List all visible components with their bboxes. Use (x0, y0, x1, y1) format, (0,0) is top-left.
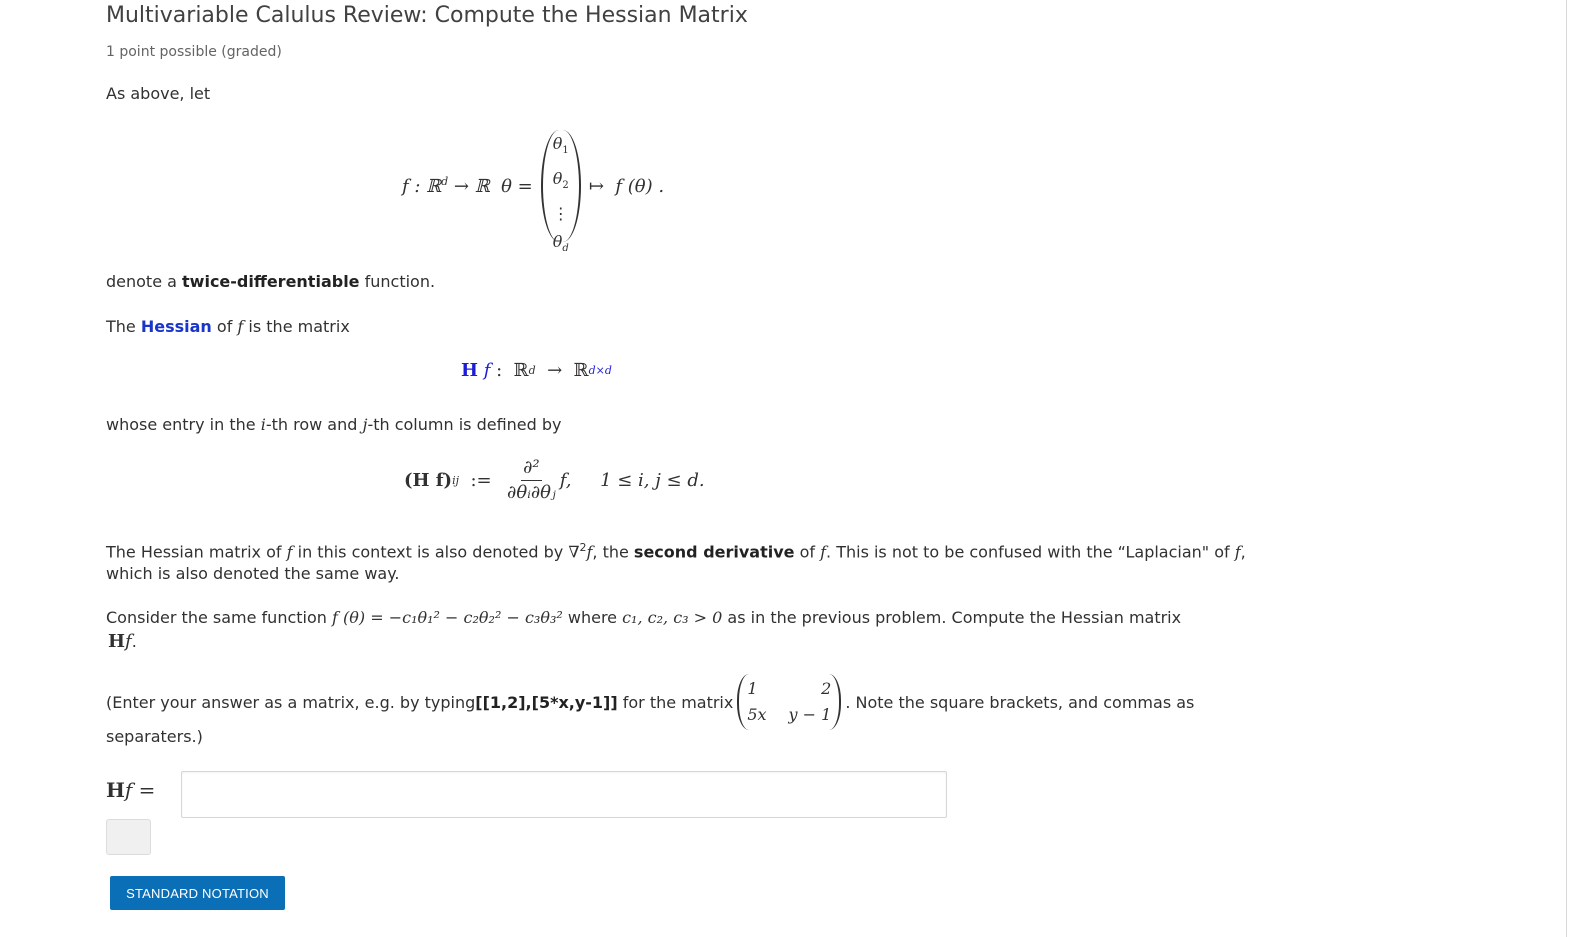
hessian-term: Hessian (140, 317, 212, 336)
theta-d: $\theta_d$ (552, 232, 569, 255)
answer-input[interactable] (181, 771, 947, 818)
function-statement-text: Consider the same function f (θ) = −c₁θ₁² − c₂θ₂² − c₃θ₃² where c₁, c₂, c₃ > 0 as in the previous problem. Compute the Hessian matrix (106, 608, 1182, 627)
hessian-map-display: H f : ℝ d → ℝ d×d (461, 360, 612, 381)
function-definition-display: f : ℝ$^d$ → ℝ θ = $\theta_1$ $\theta_2$ ⋮ $\theta_d$ ↦ f (θ) . (402, 122, 664, 250)
theta-1: $\theta_1$ (552, 134, 569, 157)
second-derivative-text-line2: which is also denoted the same way. (106, 564, 400, 583)
intro-text: As above, let (106, 84, 211, 103)
hessian-intro-text: The Hessian of f is the matrix (106, 317, 350, 336)
answer-label: Hf = (106, 778, 156, 802)
twice-differentiable-text: denote a twice-differentiable function. (106, 272, 436, 291)
example-matrix: 1 2 5x y − 1 (737, 674, 841, 730)
vdots: ⋮ (552, 204, 569, 224)
theta-2: $\theta_2$ (552, 169, 569, 192)
theta-vector (541, 130, 581, 255)
scrollbar-track[interactable] (1566, 0, 1567, 937)
partial-fraction: $\frac{\text{∂²}}{\text{∂θᵢ∂θⱼ}}$ (507, 457, 556, 503)
answer-preview-box (106, 819, 151, 855)
hf-line: Hf. (108, 631, 137, 652)
problem-title: Multivariable Calulus Review: Compute the Hessian Matrix (106, 3, 748, 28)
f-map: f : ℝ$^d$ (402, 175, 449, 197)
second-derivative-text: The Hessian matrix of f in this context is also denoted by ∇$^2$f, the second derivative of f. This is not to be confused with the “Laplacian" of f, (106, 541, 1246, 562)
answer-format-instructions: (Enter your answer as a matrix, e.g. by typing [[1,2],[5*x,y-1]] for the matrix 1 2 5x y − 1 . Note the square brackets, and commas as (106, 674, 1194, 730)
hessian-entry-display: (H f) ij := $\frac{\text{∂²}}{\text{∂θᵢ∂θⱼ}}$ f, 1 ≤ i, j ≤ d. (404, 457, 705, 503)
answer-format-instructions-line2: separaters.) (106, 727, 203, 746)
entry-definition-text: whose entry in the i-th row and j-th column is defined by (106, 415, 562, 434)
problem-points: 1 point possible (graded) (106, 44, 282, 60)
standard-notation-button[interactable]: STANDARD NOTATION (110, 876, 285, 910)
